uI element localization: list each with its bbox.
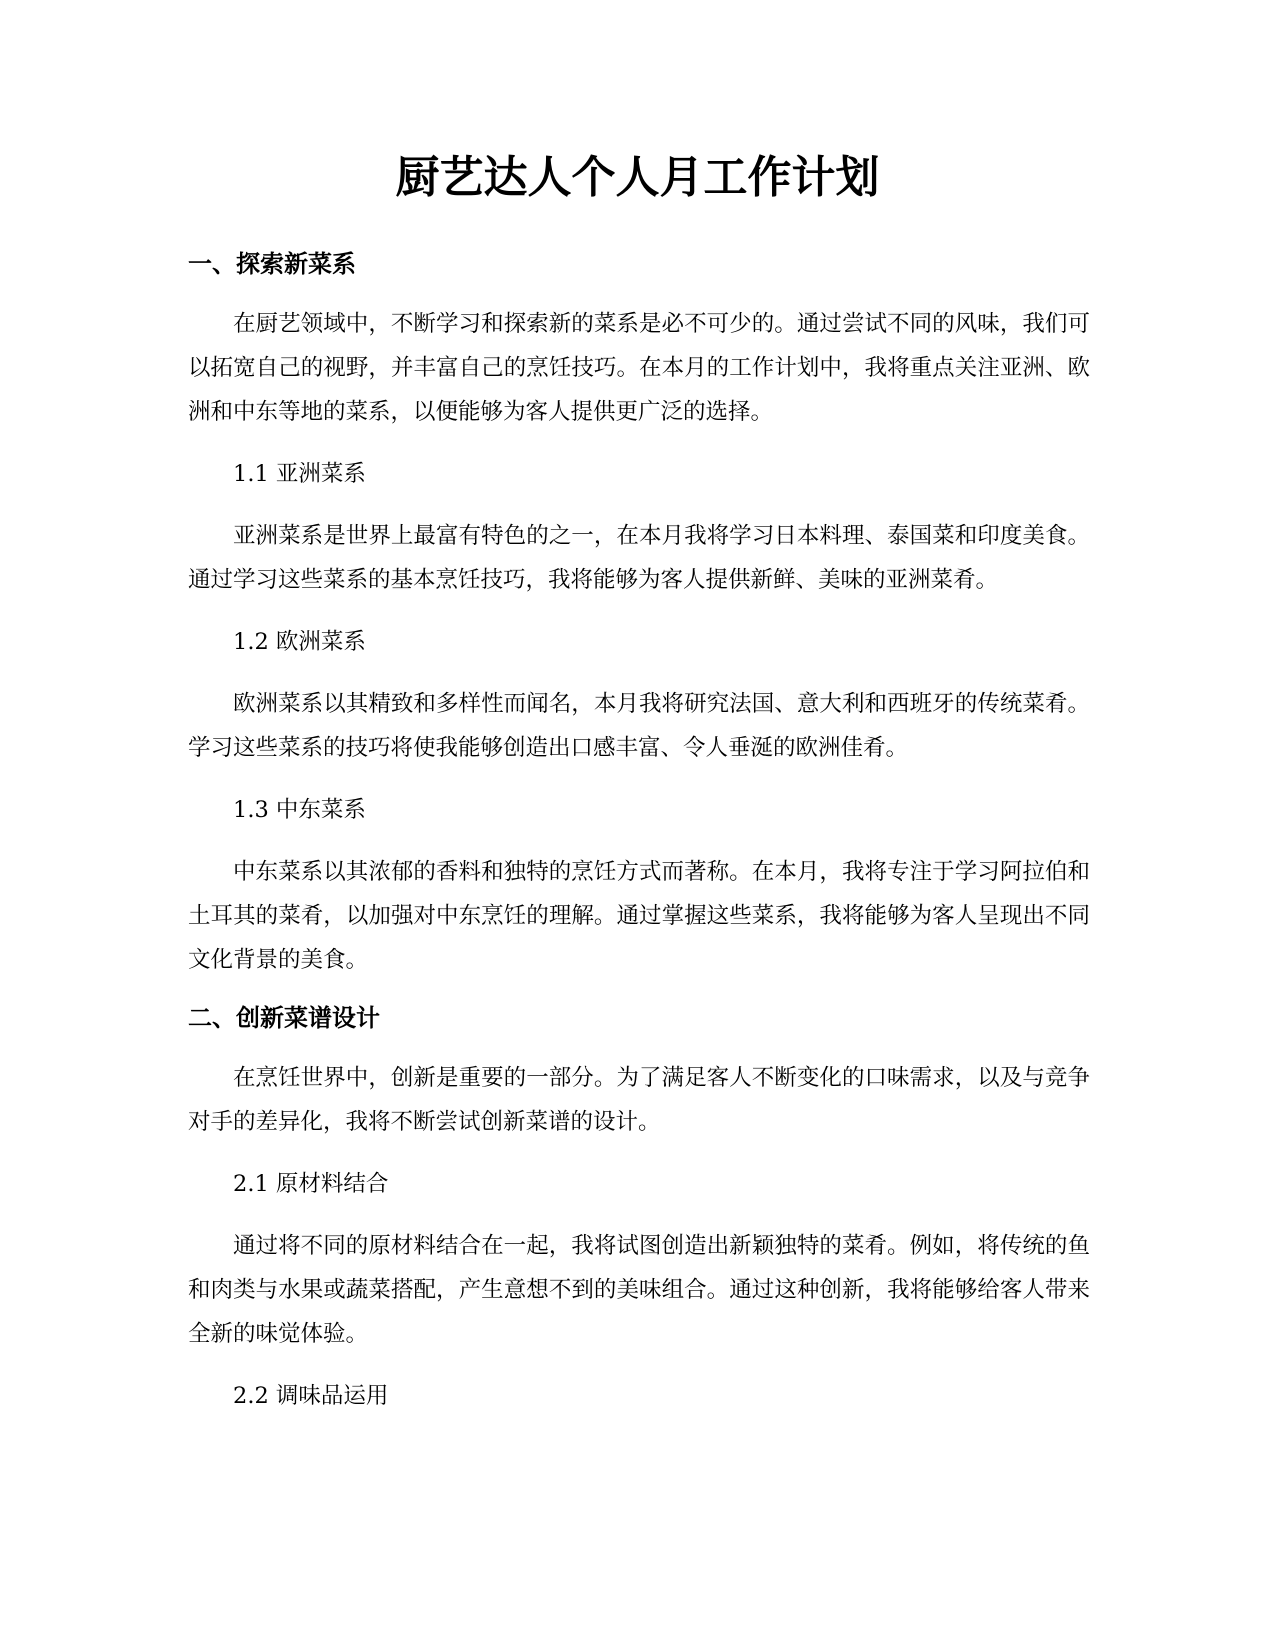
subsection-text-2-1: 通过将不同的原材料结合在一起，我将试图创造出新颖独特的菜肴。例如，将传统的鱼和肉类与水果或蔬菜搭配，产生意想不到的美味组合。通过这种创新，我将能够给客人带来全新的味觉体验。: [188, 1233, 1090, 1347]
subsection-text-1-2: 欧洲菜系以其精致和多样性而闻名，本月我将研究法国、意大利和西班牙的传统菜肴。学习这些菜系的技巧将使我能够创造出口感丰富、令人垂涎的欧洲佳肴。: [188, 691, 1090, 761]
subsection-heading-2-1: 2.1 原材料结合: [233, 1171, 389, 1197]
section-heading-1: 一、探索新菜系: [188, 250, 356, 278]
subsection-text-1-3: 中东菜系以其浓郁的香料和独特的烹饪方式而著称。在本月，我将专注于学习阿拉伯和土耳其的菜肴，以加强对中东烹饪的理解。通过掌握这些菜系，我将能够为客人呈现出不同文化背景的美食。: [188, 859, 1090, 973]
page-title: 厨艺达人个人月工作计划: [395, 152, 880, 203]
subsection-text-1-1: 亚洲菜系是世界上最富有特色的之一，在本月我将学习日本料理、泰国菜和印度美食。通过学习这些菜系的基本烹饪技巧，我将能够为客人提供新鲜、美味的亚洲菜肴。: [188, 523, 1090, 593]
document-body: [188, 246, 1090, 1436]
subsection-heading-2-2: 2.2 调味品运用: [233, 1383, 389, 1409]
subsection-heading-1-2: 1.2 欧洲菜系: [233, 629, 366, 655]
section-2-intro: 在烹饪世界中，创新是重要的一部分。为了满足客人不断变化的口味需求，以及与竞争对手的差异化，我将不断尝试创新菜谱的设计。: [188, 1065, 1090, 1135]
section-heading-2: 二、创新菜谱设计: [188, 1004, 380, 1032]
subsection-heading-1-1: 1.1 亚洲菜系: [233, 461, 366, 487]
section-1-intro: 在厨艺领域中，不断学习和探索新的菜系是必不可少的。通过尝试不同的风味，我们可以拓宽自己的视野，并丰富自己的烹饪技巧。在本月的工作计划中，我将重点关注亚洲、欧洲和中东等地的菜系，以便能够为客人提供更广泛的选择。: [188, 311, 1090, 425]
subsection-heading-1-3: 1.3 中东菜系: [233, 797, 366, 823]
